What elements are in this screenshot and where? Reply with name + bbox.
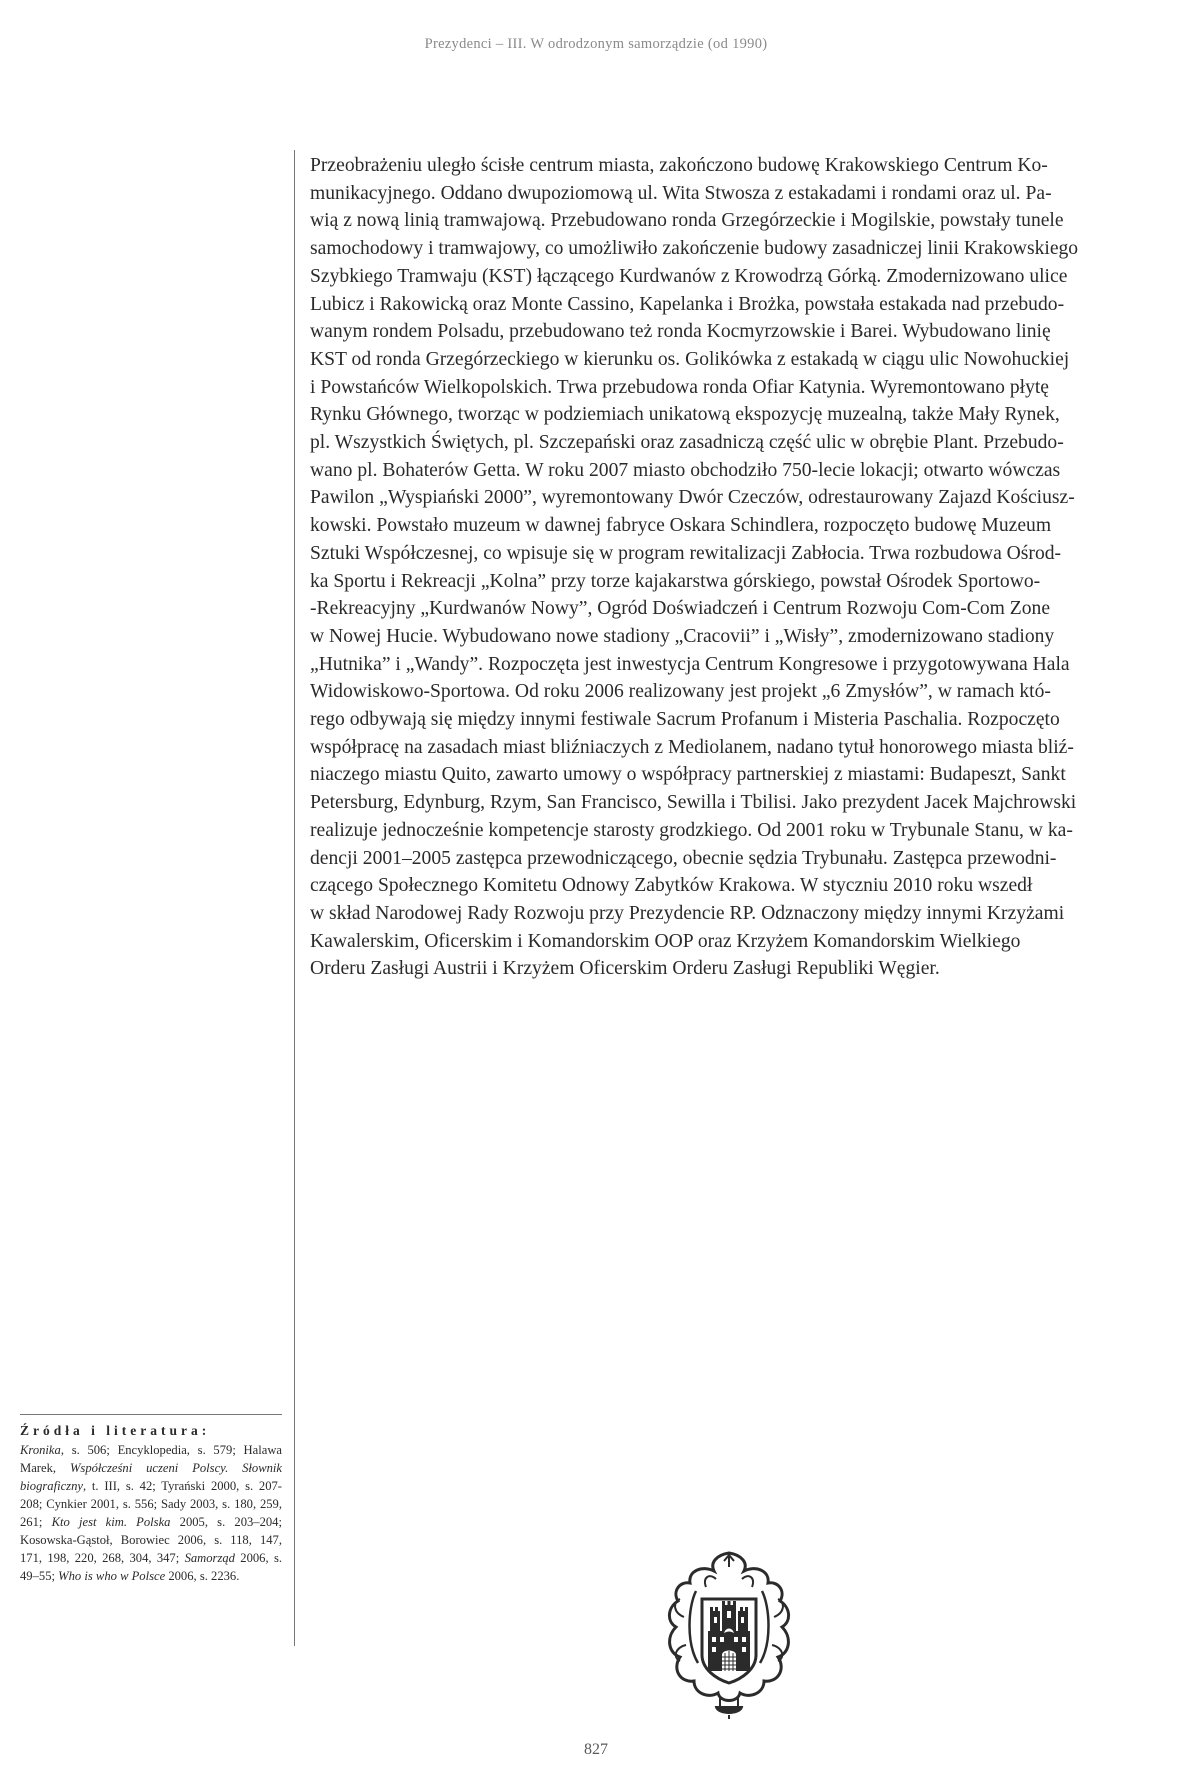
source-segment: Współcześni uczeni Polscy. Słownik biograficzny	[20, 1461, 283, 1493]
column-divider	[294, 150, 295, 1646]
source-segment: Kronika	[20, 1443, 61, 1457]
sources-heading: Źródła i literatura:	[20, 1423, 211, 1438]
source-segment: Who is who w Polsce	[58, 1569, 166, 1583]
source-segment: 2006, s. 2236.	[165, 1569, 240, 1583]
page-number: 827	[584, 1741, 608, 1758]
running-header: Prezydenci – III. W odrodzonym samorządzie (od 1990)	[424, 36, 768, 52]
source-segment: 2005, s. 203–204; Kosowska-Gąstoł, Borowiec 2006, s. 118, 147, 171, 198, 220, 268, 304, 347;	[20, 1515, 282, 1565]
sources-section	[20, 1414, 282, 1585]
source-segment: 2006, s. 49–55;	[20, 1551, 282, 1583]
sources-text	[20, 1441, 282, 1585]
main-body-text: Przeobrażeniu uległo ścisłe centrum miasta, zakończono budowę Krakowskiego Centrum Ko- munikacyjnego. Oddano dwupoziomową ul. Wita Stwosza z estakadami i rondami oraz ul. Pa- wią z nową linią tramwajową. Przebudowano ronda Grzegórzeckie i Mogilskie, powstały tunele samochodowy i tramwajowy, co umożliwiło zakończenie budowy zasadniczej linii Krakowskiego Szybkiego Tramwaju (KST) łączącego Kurdwanów z Krowodrzą Górką. Zmodernizowano ulice Lubicz i Rakowicką oraz Monte Cassino, Kapelanka i Brożka, powstała estakada nad przebudo- wanym rondem Polsadu, przebudowano też ronda Kocmyrzowskie i Barei. Wybudowano linię KST od ronda Grzegórzeckiego w kierunku os. Golikówka z estakadą w ciągu ulic Nowohuckiej i Powstańców Wielkopolskich. Trwa przebudowa ronda Ofiar Katynia. Wyremontowano płytę Rynku Głównego, tworząc w podziemiach unikatową ekspozycję muzealną, także Mały Rynek, pl. Wszystkich Świętych, pl. Szczepański oraz zasadniczą część ulic w obrębie Plant. Przebudo- wano pl. Bohaterów Getta. W roku 2007 miasto obchodziło 750-lecie lokacji; otwarto wówczas Pawilon „Wyspiański 2000”, wyremontowany Dwór Czeczów, odrestaurowany Zajazd Kościusz- kowski. Powstało muzeum w dawnej fabryce Oskara Schindlera, rozpoczęto budowę Muzeum Sztuki Współczesnej, co wpisuje się w program rewitalizacji Zabłocia. Trwa rozbudowa Ośrod- ka Sportu i Rekreacji „Kolna” przy torze kajakarstwa górskiego, powstał Ośrodek Sportowo- -Rekreacyjny „Kurdwanów Nowy”, Ogród Doświadczeń i Centrum Rozwoju Com-Com Zone w Nowej Hucie. Wybudowano nowe stadiony „Cracovii” i „Wisły”, zmodernizowano stadiony „Hutnika” i „Wandy”. Rozpoczęta jest inwestycja Centrum Kongresowe i przygotowywana Hala Widowiskowo-Sportowa. Od roku 2006 realizowany jest projekt „6 Zmysłów”, w ramach któ- rego odbywają się między innymi festiwale Sacrum Profanum i Misteria Paschalia. Rozpoczęto współpracę na zasadach miast bliźniaczych z Mediolanem, nadano tytuł honorowego miasta bliź- niaczego miastu Quito, zawarto umowy o współpracy partnerskiej z miastami: Budapeszt, Sankt Petersburg, Edynburg, Rzym, San Francisco, Sewilla i Tbilisi. Jako prezydent Jacek Majchrowski realizuje jednocześnie kompetencje starosty grodzkiego. Od 2001 roku w Trybunale Stanu, w ka- dencji 2001–2005 zastępca przewodniczącego, obecnie sędzia Trybunału. Zastępca przewodni- czącego Społecznego Komitetu Odnowy Zabytków Krakowa. W styczniu 2010 roku wszedł w skład Narodowej Rady Rozwoju przy Prezydencie RP. Odznaczony między innymi Krzyżami Kawalerskim, Oficerskim i Komandorskim OOP oraz Krzyżem Komandorskim Wielkiego Orderu Zasługi Austrii i Krzyżem Oficerskim Orderu Zasługi Republiki Węgier.	[310, 155, 1079, 980]
source-segment: , s. 506; Encyklopedia, s. 579; Halawa Marek,	[20, 1443, 282, 1475]
source-segment: Samorząd	[184, 1551, 235, 1565]
krakow-coat-of-arms-icon	[658, 1547, 800, 1720]
source-segment: Kto jest kim. Polska	[51, 1515, 171, 1529]
source-segment: , t. III, s. 42; Tyrański 2000, s. 207-208; Cynkier 2001, s. 556; Sady 2003, s. 180, 259, 261;	[20, 1479, 282, 1529]
